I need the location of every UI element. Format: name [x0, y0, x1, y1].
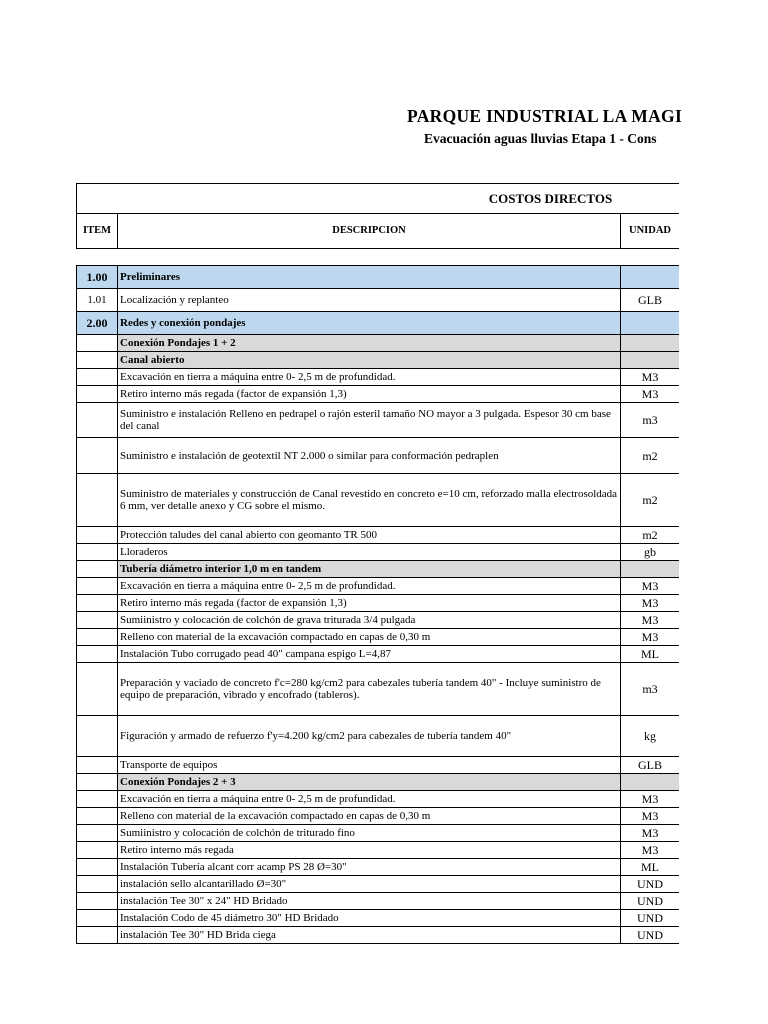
unit-cell [621, 335, 680, 352]
description-cell: Lloraderos [118, 544, 621, 561]
table-row [77, 876, 680, 893]
budget-table [76, 183, 679, 944]
unit-cell: M3 [621, 612, 680, 629]
unit-cell: m2 [621, 527, 680, 544]
item-cell [77, 791, 118, 808]
item-cell [77, 578, 118, 595]
table-row [77, 791, 680, 808]
table-row [77, 893, 680, 910]
table-row [77, 474, 680, 527]
description-cell: Instalación Tubo corrugado pead 40" campana espigo L=4,87 [118, 646, 621, 663]
column-header-row [77, 214, 680, 249]
description-cell: Sumiinistro y colocación de colchón de grava triturada 3/4 pulgada [118, 612, 621, 629]
item-cell [77, 927, 118, 944]
item-cell [77, 757, 118, 774]
description-cell: Excavación en tierra a máquina entre 0- 2,5 m de profundidad. [118, 578, 621, 595]
item-cell [77, 438, 118, 474]
description-cell: Sumiinistro y colocación de colchón de triturado fino [118, 825, 621, 842]
unit-cell: ML [621, 646, 680, 663]
table-row [77, 369, 680, 386]
description-cell: Retiro interno más regada (factor de expansión 1,3) [118, 386, 621, 403]
subsection-row [77, 352, 680, 369]
item-cell [77, 561, 118, 578]
section-row [77, 312, 680, 335]
item-cell [77, 369, 118, 386]
unit-cell: M3 [621, 808, 680, 825]
table-row [77, 578, 680, 595]
description-cell: Retiro interno más regada [118, 842, 621, 859]
table-row [77, 612, 680, 629]
unit-cell: UND [621, 927, 680, 944]
description-cell: instalación Tee 30" x 24" HD Bridado [118, 893, 621, 910]
unit-cell: UND [621, 910, 680, 927]
unit-cell: M3 [621, 842, 680, 859]
item-cell: 2.00 [77, 312, 118, 335]
table-row [77, 646, 680, 663]
description-cell: Protección taludes del canal abierto con geomanto TR 500 [118, 527, 621, 544]
item-cell [77, 716, 118, 757]
unit-cell: UND [621, 893, 680, 910]
item-cell: 1.01 [77, 289, 118, 312]
unit-cell: m2 [621, 474, 680, 527]
item-cell [77, 527, 118, 544]
description-cell: Figuración y armado de refuerzo f'y=4.200 kg/cm2 para cabezales de tubería tandem 40" [118, 716, 621, 757]
item-cell [77, 544, 118, 561]
table-row [77, 595, 680, 612]
table-row [77, 289, 680, 312]
unit-cell: GLB [621, 757, 680, 774]
table-row [77, 403, 680, 438]
item-cell: 1.00 [77, 266, 118, 289]
table-row [77, 808, 680, 825]
description-cell: instalación sello alcantarillado Ø=30" [118, 876, 621, 893]
item-cell [77, 646, 118, 663]
sheet-title: PARQUE INDUSTRIAL LA MAGI [407, 106, 683, 126]
description-cell: Instalación Codo de 45 diámetro 30" HD Bridado [118, 910, 621, 927]
description-cell: Suministro e instalación de geotextil NT 2.000 o similar para conformación pedraplen [118, 438, 621, 474]
col-header-unit: UNIDAD [621, 214, 680, 249]
subsection-row [77, 774, 680, 791]
unit-cell: m3 [621, 663, 680, 716]
description-cell: Excavación en tierra a máquina entre 0- 2,5 m de profundidad. [118, 369, 621, 386]
unit-cell: M3 [621, 386, 680, 403]
unit-cell [621, 312, 680, 335]
table-row [77, 629, 680, 646]
unit-cell [621, 774, 680, 791]
unit-cell: M3 [621, 825, 680, 842]
unit-cell [621, 352, 680, 369]
item-cell [77, 612, 118, 629]
unit-cell: M3 [621, 578, 680, 595]
table-row [77, 386, 680, 403]
description-cell: Redes y conexión pondajes [118, 312, 621, 335]
description-cell: Transporte de equipos [118, 757, 621, 774]
description-cell: Tubería diámetro interior 1,0 m en tandem [118, 561, 621, 578]
description-cell: Conexión Pondajes 1 + 2 [118, 335, 621, 352]
item-cell [77, 663, 118, 716]
item-cell [77, 876, 118, 893]
subsection-row [77, 335, 680, 352]
sheet-subtitle: Evacuación aguas lluvias Etapa 1 - Cons [424, 131, 657, 146]
item-cell [77, 629, 118, 646]
subsection-row [77, 561, 680, 578]
unit-cell: M3 [621, 791, 680, 808]
section-row [77, 266, 680, 289]
table-row [77, 663, 680, 716]
description-cell: Preparación y vaciado de concreto f'c=280 kg/cm2 para cabezales tubería tandem 40" - Incluye suministro de equipo de preparación, vibrado y encofrado (tableros). [118, 663, 621, 716]
item-cell [77, 474, 118, 527]
description-cell: Suministro de materiales y construcción de Canal revestido en concreto e=10 cm, reforzado malla electrosoldada 6 mm, ver detalle anexo y CG sobre el mismo. [118, 474, 621, 527]
table-row [77, 527, 680, 544]
unit-cell: M3 [621, 629, 680, 646]
item-cell [77, 595, 118, 612]
unit-cell: m3 [621, 403, 680, 438]
unit-cell: gb [621, 544, 680, 561]
description-cell: Localización y replanteo [118, 289, 621, 312]
item-cell [77, 335, 118, 352]
table-row [77, 716, 680, 757]
description-cell: Preliminares [118, 266, 621, 289]
item-cell [77, 825, 118, 842]
table-row [77, 910, 680, 927]
item-cell [77, 859, 118, 876]
costos-header-row [77, 184, 680, 214]
description-cell: Instalación Tubería alcant corr acamp PS 28 Ø=30" [118, 859, 621, 876]
item-cell [77, 774, 118, 791]
unit-cell: M3 [621, 369, 680, 386]
item-cell [77, 910, 118, 927]
description-cell: instalación Tee 30" HD Brida ciega [118, 927, 621, 944]
description-cell: Conexión Pondajes 2 + 3 [118, 774, 621, 791]
table-row [77, 825, 680, 842]
table-row [77, 757, 680, 774]
description-cell: Canal abierto [118, 352, 621, 369]
unit-cell: M3 [621, 595, 680, 612]
description-cell: Excavación en tierra a máquina entre 0- 2,5 m de profundidad. [118, 791, 621, 808]
description-cell: Relleno con material de la excavación compactado en capas de 0,30 m [118, 808, 621, 825]
unit-cell: kg [621, 716, 680, 757]
description-cell: Suministro e instalación Relleno en pedrapel o rajón esteril tamaño NO mayor a 3 pulgada. Espesor 30 cm base del canal [118, 403, 621, 438]
unit-cell: GLB [621, 289, 680, 312]
unit-cell: ML [621, 859, 680, 876]
unit-cell [621, 561, 680, 578]
item-cell [77, 808, 118, 825]
table-row [77, 544, 680, 561]
unit-cell: UND [621, 876, 680, 893]
item-cell [77, 352, 118, 369]
description-cell: Retiro interno más regada (factor de expansión 1,3) [118, 595, 621, 612]
table-row [77, 842, 680, 859]
table-row [77, 927, 680, 944]
item-cell [77, 386, 118, 403]
item-cell [77, 403, 118, 438]
unit-cell: m2 [621, 438, 680, 474]
item-cell [77, 893, 118, 910]
table-row [77, 859, 680, 876]
col-header-item: ITEM [77, 214, 118, 249]
item-cell [77, 842, 118, 859]
spacer-row [77, 249, 680, 266]
costos-directos-label: COSTOS DIRECTOS [77, 184, 680, 214]
col-header-desc: DESCRIPCION [118, 214, 621, 249]
table-row [77, 438, 680, 474]
description-cell: Relleno con material de la excavación compactado en capas de 0,30 m [118, 629, 621, 646]
unit-cell [621, 266, 680, 289]
